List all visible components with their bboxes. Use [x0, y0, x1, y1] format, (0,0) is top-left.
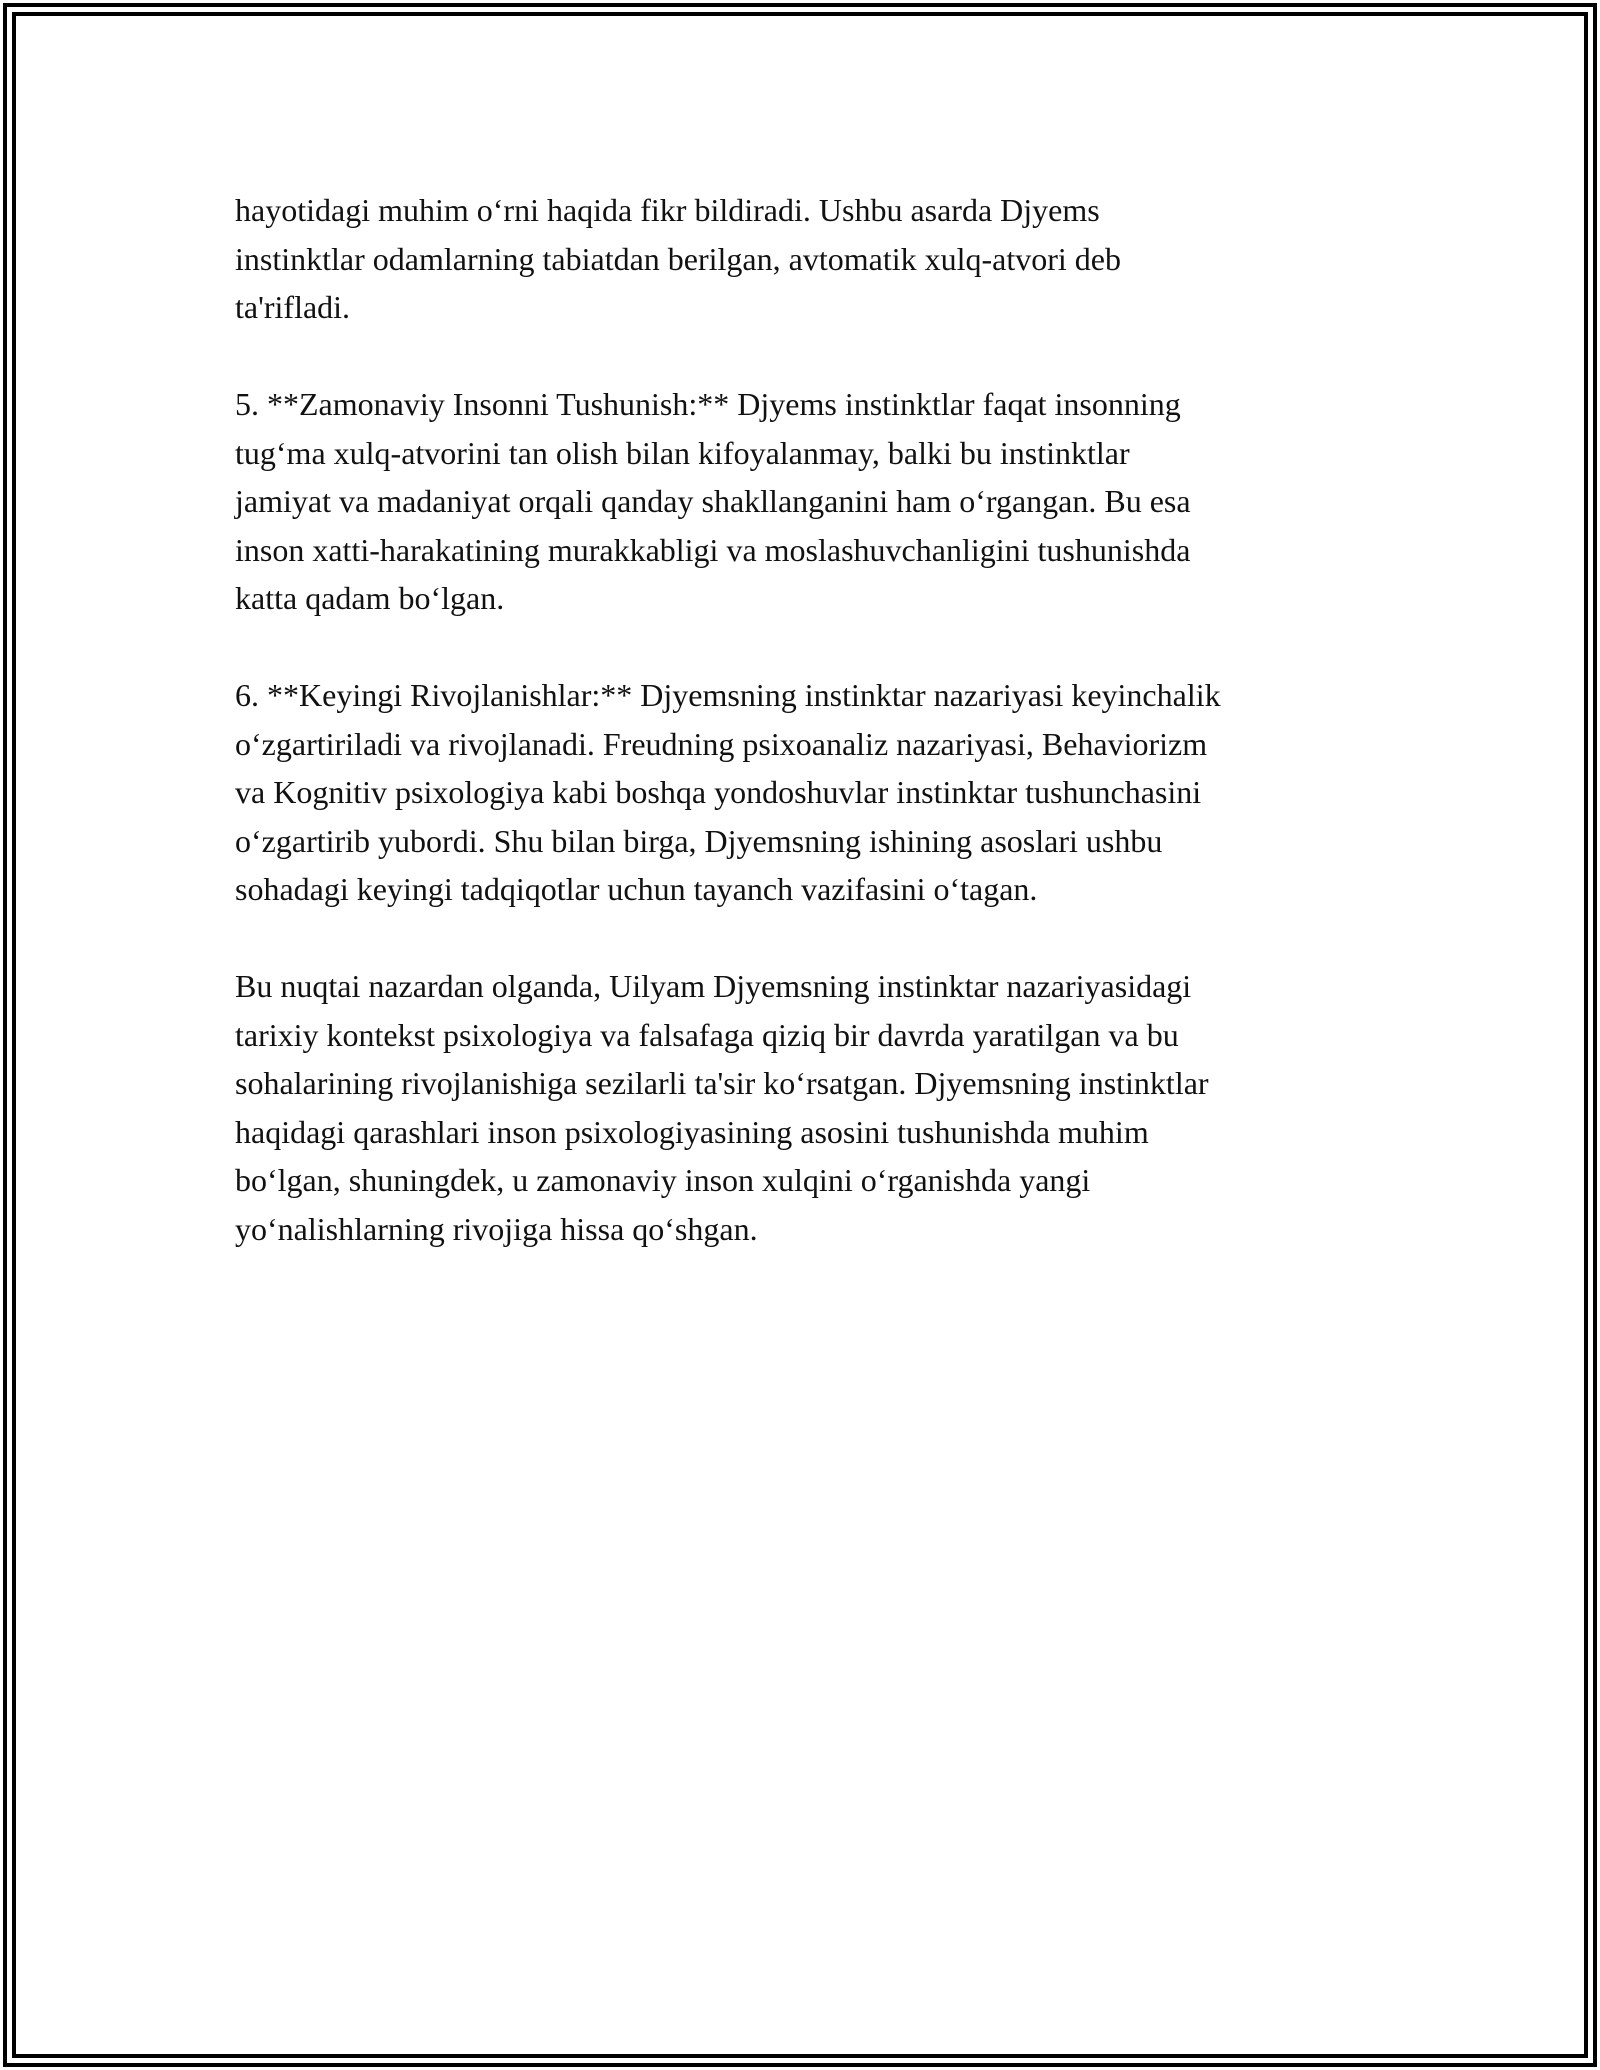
paragraph-point-5: 5. **Zamonaviy Insonni Tushunish:** Djyems instinktlar faqat insonning tug‘ma xulq-atvorini tan olish bilan kifoyalanmay, balki bu instinktlar jamiyat va madaniyat orqali qanday shakllanganini ham o‘rgangan. Bu esa inson xatti-harakatining murakkabligi va moslashuvchanligini tushunishda katta qadam bo‘lgan. — [235, 386, 1191, 616]
document-body — [235, 186, 1375, 1253]
paragraph-intro-continuation: hayotidagi muhim o‘rni haqida fikr bildiradi. Ushbu asarda Djyems instinktlar odamlarning tabiatdan berilgan, avtomatik xulq-atvori deb ta'rifladi. — [235, 192, 1121, 325]
paragraph-conclusion: Bu nuqtai nazardan olganda, Uilyam Djyemsning instinktar nazariyasidagi tarixiy kontekst psixologiya va falsafaga qiziq bir davrda yaratilgan va bu sohalarining rivojlanishiga sezilarli ta'sir ko‘rsatgan. Djyemsning instinktlar haqidagi qarashlari inson psixologiyasining asosini tushunishda muhim bo‘lgan, shuningdek, u zamonaviy inson xulqini o‘rganishda yangi yo‘nalishlarning rivojiga hissa qo‘shgan. — [235, 968, 1209, 1247]
paragraph-point-6: 6. **Keyingi Rivojlanishlar:** Djyemsning instinktar nazariyasi keyinchalik o‘zgartiriladi va rivojlanadi. Freudning psixoanaliz nazariyasi, Behaviorizm va Kognitiv psixologiya kabi boshqa yondoshuvlar instinktar tushunchasini o‘zgartirib yubordi. Shu bilan birga, Djyemsning ishining asoslari ushbu sohadagi keyingi tadqiqotlar uchun tayanch vazifasini o‘tagan. — [235, 677, 1221, 907]
